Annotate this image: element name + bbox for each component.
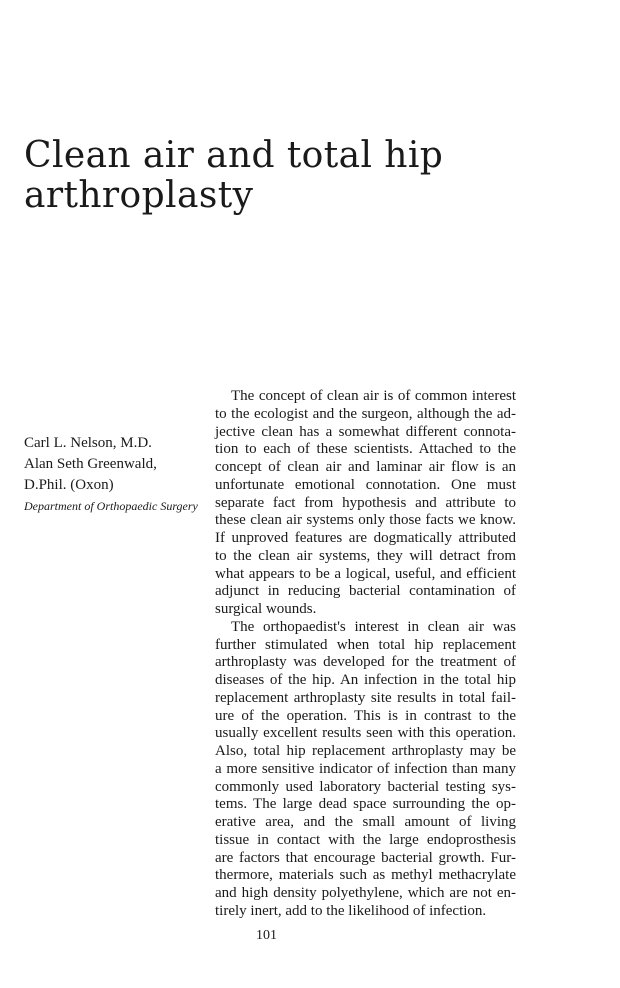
body-line: adjunct in reducing bacterial contamination of [215, 583, 516, 600]
body-line: are factors that encourage bacterial growth. Fur- [215, 849, 516, 866]
body-line: usually excellent results seen with this operation. [215, 725, 516, 742]
body-line: replacement arthroplasty site results in total fail- [215, 689, 516, 706]
body-line: jective clean has a somewhat different connota- [215, 423, 516, 440]
body-line: concept of clean air and laminar air flow is an [215, 459, 516, 475]
body-line: to the clean air systems, they will detract from [215, 547, 516, 564]
body-line: thermore, materials such as methyl methacrylate [215, 867, 516, 884]
body-line: and high density polyethylene, which are not en- [215, 885, 516, 901]
body-line: these clean air systems only those facts we know. [215, 512, 516, 529]
body-line: unfortunate emotional connotation. One must [215, 476, 516, 493]
author-block [24, 433, 214, 496]
article-title [24, 136, 443, 216]
title-line: Clean air and total hip [24, 135, 444, 176]
author-line: D.Phil. (Oxon) [24, 477, 114, 493]
body-line: a more sensitive indicator of infection than many [215, 760, 516, 777]
body-line: separate fact from hypothesis and attribute to [215, 494, 516, 511]
body-line: tion to each of these scientists. Attached to the [215, 441, 516, 458]
body-line: ure of the operation. This is in contrast to the [215, 707, 516, 724]
body-text [215, 388, 516, 921]
body-line: tirely inert, add to the likelihood of infection. [215, 902, 487, 919]
body-line: tissue in contact with the large endoprosthesis [215, 831, 516, 848]
body-line: to the ecologist and the surgeon, although the ad- [215, 405, 516, 422]
body-line: diseases of the hip. An infection in the total hip [215, 672, 516, 688]
body-line: what appears to be a logical, useful, and efficient [215, 565, 516, 582]
body-line: If unproved features are dogmatically attributed [215, 530, 516, 546]
body-line: surgical wounds. [215, 601, 317, 617]
body-line: further stimulated when total hip replacement [215, 636, 516, 653]
body-line: The concept of clean air is of common interest [231, 388, 516, 404]
title-line: arthroplasty [24, 175, 254, 216]
body-line: commonly used laboratory bacterial testing sys- [215, 778, 516, 795]
body-line: The orthopaedist's interest in clean air was [231, 618, 516, 635]
body-line: arthroplasty was developed for the treatment of [215, 654, 516, 671]
body-line: Also, total hip replacement arthroplasty may be [215, 743, 516, 759]
page-number: 101 [256, 928, 277, 943]
body-line: tems. The large dead space surrounding the op- [215, 796, 516, 813]
body-line: erative area, and the small amount of living [215, 814, 516, 830]
department: Department of Orthopaedic Surgery [24, 499, 198, 513]
author-line: Carl L. Nelson, M.D. [24, 435, 152, 451]
author-line: Alan Seth Greenwald, [24, 456, 157, 472]
